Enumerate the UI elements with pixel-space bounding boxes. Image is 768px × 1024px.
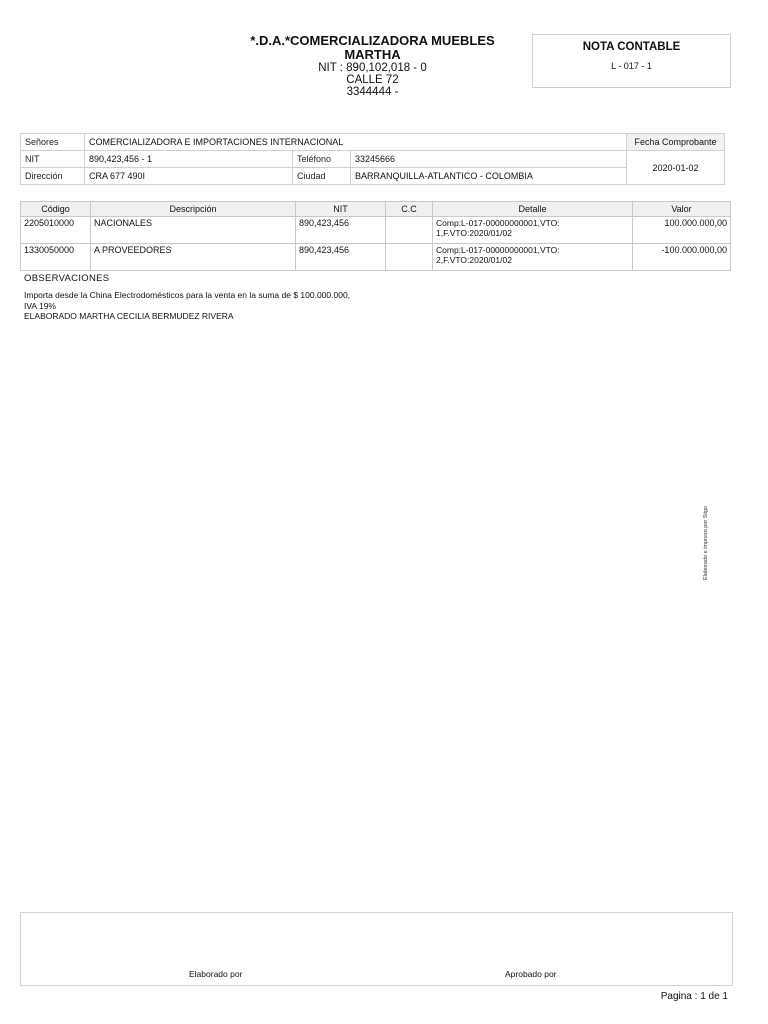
company-header bbox=[240, 34, 505, 98]
row-codigo: 1330050000 bbox=[21, 244, 91, 271]
customer-info-table bbox=[20, 133, 725, 185]
observaciones-line: ELABORADO MARTHA CECILIA BERMUDEZ RIVERA bbox=[24, 311, 234, 321]
row-cc bbox=[386, 244, 433, 271]
document-type-box bbox=[532, 34, 731, 88]
fecha-label: Fecha Comprobante bbox=[627, 134, 725, 151]
observaciones-title: OBSERVACIONES bbox=[24, 273, 110, 284]
aprobado-por-label: Aprobado por bbox=[505, 969, 557, 979]
row-nit: 890,423,456 bbox=[296, 244, 386, 271]
row-codigo: 2205010000 bbox=[21, 217, 91, 244]
row-detalle-line-1: Comp:L-017-00000000001,VTO: bbox=[436, 218, 560, 228]
row-descripcion: NACIONALES bbox=[91, 217, 296, 244]
senores-value: COMERCIALIZADORA E IMPORTACIONES INTERNACIONAL bbox=[85, 134, 627, 151]
row-valor: -100.000.000,00 bbox=[633, 244, 731, 271]
col-header-detalle: Detalle bbox=[433, 202, 633, 217]
direccion-label: Dirección bbox=[21, 168, 85, 185]
row-descripcion: A PROVEEDORES bbox=[91, 244, 296, 271]
col-header-nit: NIT bbox=[296, 202, 386, 217]
row-detalle bbox=[433, 217, 633, 244]
observaciones-line: IVA 19% bbox=[24, 300, 56, 311]
ciudad-value: BARRANQUILLA-ATLANTICO - COLOMBIA bbox=[351, 168, 627, 185]
row-detalle-line-2: 2,F.VTO:2020/01/02 bbox=[436, 255, 512, 265]
row-nit: 890,423,456 bbox=[296, 217, 386, 244]
col-header-cc: C.C bbox=[386, 202, 433, 217]
printed-by-note: Elaborado e impreso por Siigo bbox=[703, 506, 709, 580]
table-row bbox=[21, 217, 731, 244]
detail-header-row bbox=[21, 202, 731, 217]
row-detalle-line-1: Comp:L-017-00000000001,VTO: bbox=[436, 245, 560, 255]
telefono-label: Teléfono bbox=[293, 151, 351, 168]
col-header-descripcion: Descripción bbox=[91, 202, 296, 217]
document-number: L - 017 - 1 bbox=[611, 61, 652, 71]
signature-box bbox=[20, 912, 733, 986]
nit-label: NIT bbox=[21, 151, 85, 168]
elaborado-por-label: Elaborado por bbox=[189, 969, 243, 979]
telefono-value: 33245666 bbox=[351, 151, 627, 168]
ciudad-label: Ciudad bbox=[293, 168, 351, 185]
page-number: Pagina : 1 de 1 bbox=[660, 991, 728, 1002]
table-row bbox=[21, 244, 731, 271]
senores-label: Señores bbox=[21, 134, 85, 151]
observaciones-text bbox=[24, 290, 350, 322]
nit-value: 890,423,456 - 1 bbox=[85, 151, 293, 168]
company-address: CALLE 72 bbox=[346, 74, 399, 86]
document-title: NOTA CONTABLE bbox=[582, 41, 681, 53]
col-header-valor: Valor bbox=[633, 202, 731, 217]
fecha-value: 2020-01-02 bbox=[627, 151, 725, 185]
company-name: *.D.A.*COMERCIALIZADORA MUEBLES MARTHA bbox=[250, 33, 495, 62]
company-nit: NIT : 890,102,018 - 0 bbox=[318, 62, 427, 74]
observaciones-line: Importa desde la China Electrodomésticos para la venta en la suma de $ 100.000.000, bbox=[24, 290, 351, 300]
row-detalle-line-2: 1,F.VTO:2020/01/02 bbox=[436, 228, 512, 238]
direccion-value: CRA 677 490I bbox=[85, 168, 293, 185]
row-valor: 100.000.000,00 bbox=[633, 217, 731, 244]
company-phone: 3344444 - bbox=[346, 86, 399, 98]
row-cc bbox=[386, 217, 433, 244]
accounting-detail-table bbox=[20, 201, 731, 271]
col-header-codigo: Código bbox=[21, 202, 91, 217]
row-detalle bbox=[433, 244, 633, 271]
